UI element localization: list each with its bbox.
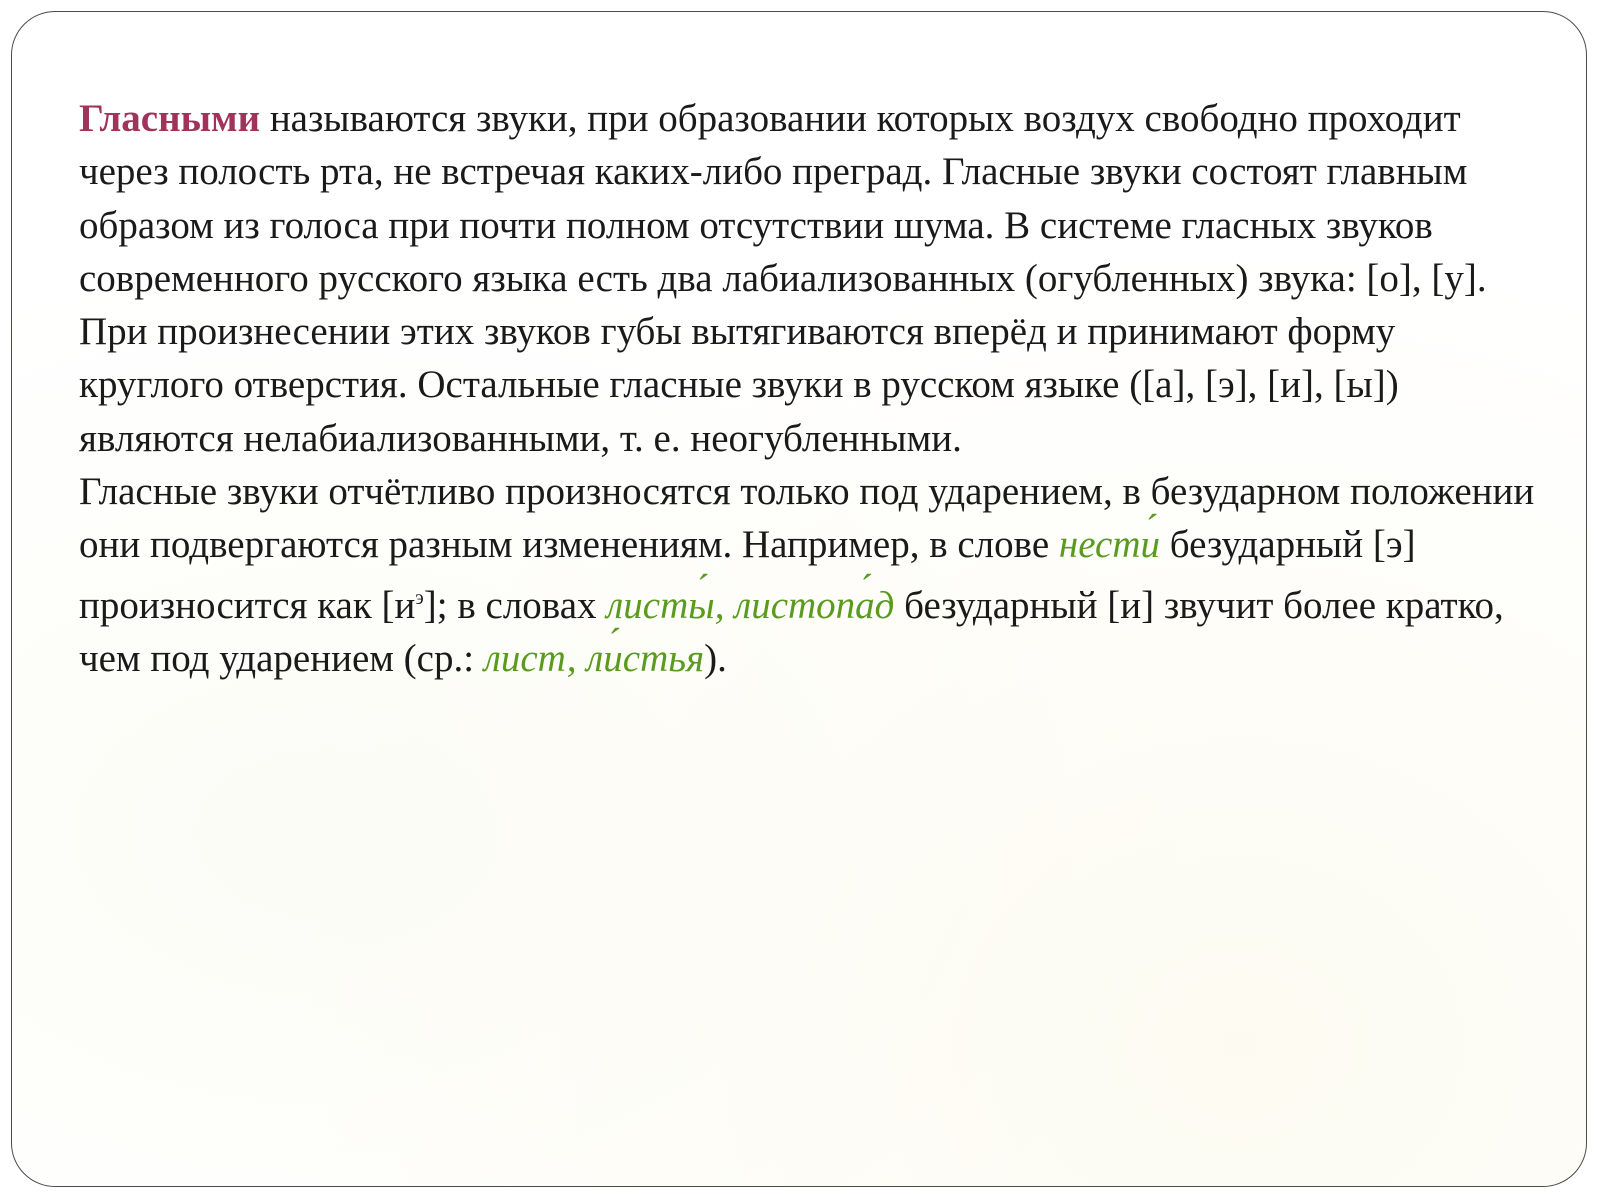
- stress-mark: ы ´: [688, 579, 714, 632]
- slide-frame: [11, 11, 1587, 1187]
- stress-text-end: ).: [704, 636, 727, 680]
- example-word-nesti: [1059, 523, 1160, 566]
- stress-mark: и ´: [1141, 518, 1161, 571]
- example-part: листоп: [734, 583, 856, 627]
- stress-text-1: безударный [э] произносится как [и: [79, 523, 1416, 627]
- stress-text-2: ]; в словах: [423, 583, 607, 627]
- superscript-e: э: [415, 587, 424, 609]
- example-word-listya: [586, 637, 704, 680]
- stress-intro-text: Гласные звуки отчётливо произносятся только под ударением, в безударном положении они подвергаются разным изменениям. Например, в слове: [79, 470, 1535, 567]
- stress-text-3: безударный [и] звучит более кратко, чем под ударением (ср.:: [79, 583, 1504, 680]
- highlighted-term: Гласными: [79, 97, 261, 140]
- example-part: лист: [606, 583, 689, 627]
- stress-mark: а ´: [855, 579, 875, 632]
- example-word-listy: [606, 584, 894, 627]
- paragraph-definition: [79, 92, 1549, 465]
- example-part: стья: [622, 636, 705, 680]
- example-part: нест: [1058, 523, 1141, 567]
- example-part: л: [586, 636, 604, 680]
- text-block: [79, 92, 1549, 685]
- example-word-list: лист,: [483, 636, 587, 680]
- stress-mark: и ´: [603, 632, 623, 685]
- example-comma: ,: [714, 583, 725, 627]
- example-part: д: [874, 583, 895, 627]
- paragraph-stress: [79, 465, 1549, 685]
- definition-text: называются звуки, при образовании которых воздух свободно проходит через полость рта, не встречая каких-либо преград. Гласные звуки состоят главным образом из голоса при почти полном отсутствии шума. В системе гласных звуков современного русского языка есть два лабиализованных (огубленных) звука: [о], [у]. При произнесении этих звуков губы вытягиваются вперёд и принимают форму круглого отверстия. Остальные гласные звуки в русском языке ([а], [э], [и], [ы]) являются нелабиализованными, т. е. неогубленными.: [79, 97, 1487, 460]
